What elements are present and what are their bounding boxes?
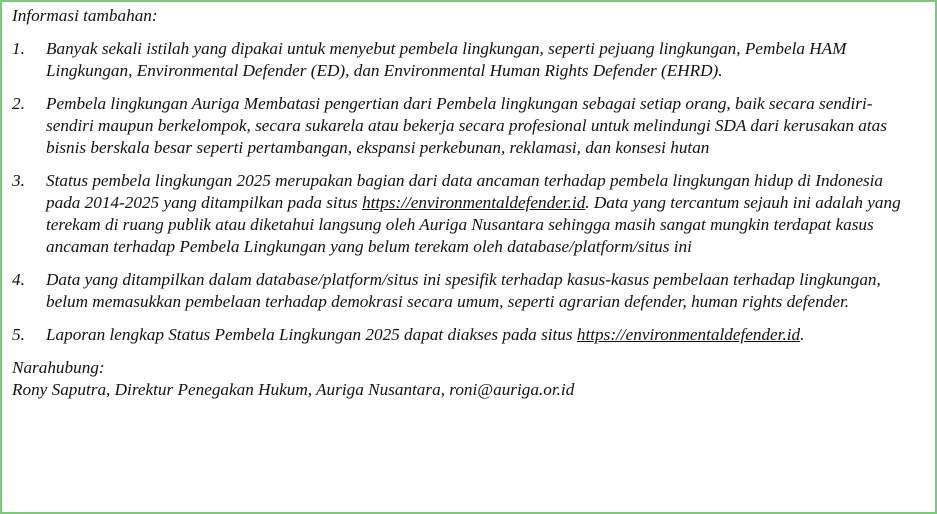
info-content: [12, 5, 917, 401]
list-number: 1.: [12, 39, 25, 58]
contact-section: [12, 357, 917, 401]
list-number: 4.: [12, 270, 25, 289]
contact-label: Narahubung:: [12, 358, 105, 377]
list-item-text-before: Laporan lengkap Status Pembela Lingkungan 2025 dapat diakses pada situs: [46, 325, 577, 344]
list-number: 5.: [12, 325, 25, 344]
list-item-5: [12, 324, 917, 346]
list-item-2: [12, 93, 917, 159]
environmentaldefender-link[interactable]: https://environmentaldefender.id: [362, 193, 586, 212]
list-item-1: [12, 38, 917, 82]
list-item-4: [12, 269, 917, 313]
list-item-text: Pembela lingkungan Auriga Membatasi pengertian dari Pembela lingkungan sebagai setiap orang, baik secara sendiri-sendiri maupun berkelompok, secara sukarela atau bekerja secara profesional untuk melindungi SDA dari kerusakan atas bisnis berskala besar seperti pertambangan, ekspansi perkebunan, reklamasi, dan konsesi hutan: [46, 94, 887, 157]
list-item-text-before: Status pembela lingkungan 2025 merupakan bagian dari data ancaman terhadap pembela lingkungan hidup di Indonesia pada 2014-2025 yang ditampilkan pada situs: [46, 171, 884, 212]
contact-line: Rony Saputra, Direktur Penegakan Hukum, Auriga Nusantara, roni@auriga.or.id: [12, 380, 575, 399]
list-item-text-after: .: [800, 325, 805, 344]
list-item-text-after: . Data yang tercantum sejauh ini adalah yang terekam di ruang publik atau diketahui langsung oleh Auriga Nusantara sehingga masih sangat mungkin terdapat kasus ancaman terhadap Pembela Lingkungan yang belum terekam oleh database/platform/situs ini: [46, 193, 901, 256]
list-number: 3.: [12, 171, 25, 190]
list-number: 2.: [12, 94, 25, 113]
list-item-text: Banyak sekali istilah yang dipakai untuk menyebut pembela lingkungan, seperti pejuang lingkungan, Pembela HAM Lingkungan, Environmental Defender (ED), dan Environmental Human Rights Defender (EHRD).: [46, 39, 847, 80]
list-item-text: Data yang ditampilkan dalam database/platform/situs ini spesifik terhadap kasus-kasus pembelaan terhadap lingkungan, belum memasukkan pembelaan terhadap demokrasi secara umum, seperti agrarian defender, human rights defender.: [46, 270, 881, 311]
list-item-3: [12, 170, 917, 258]
report-link[interactable]: https://environmentaldefender.id: [576, 325, 801, 344]
info-heading: Informasi tambahan:: [12, 6, 158, 25]
info-list: [12, 38, 917, 346]
